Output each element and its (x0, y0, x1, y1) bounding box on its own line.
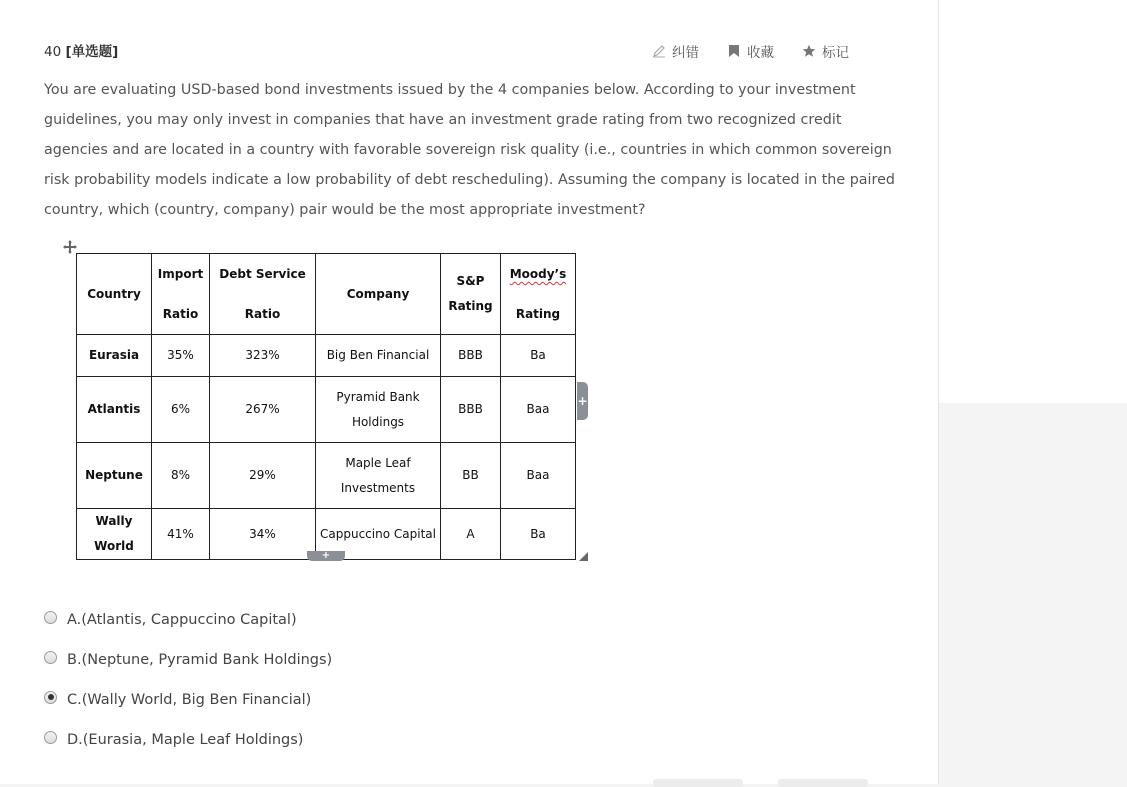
cell-sp-rating: BB (441, 443, 501, 509)
star-icon (802, 44, 816, 58)
question-actions (652, 41, 849, 61)
option-b-label: B.(Neptune, Pyramid Bank Holdings) (67, 652, 333, 668)
report-error-button[interactable] (652, 41, 699, 61)
radio-option-b[interactable] (44, 651, 57, 664)
cell-import-ratio: 6% (152, 377, 210, 443)
cell-country: Wally World (77, 509, 152, 560)
cell-country: Atlantis (77, 377, 152, 443)
cell-moodys-rating: Ba (501, 509, 576, 560)
table-header-row (77, 254, 576, 335)
option-c-label: C.(Wally World, Big Ben Financial) (67, 692, 312, 708)
cell-sp-rating: BBB (441, 377, 501, 443)
radio-option-a[interactable] (44, 611, 57, 624)
cell-company: Pyramid Bank Holdings (316, 377, 441, 443)
header-company: Company (316, 254, 441, 335)
radio-option-d[interactable] (44, 731, 57, 744)
pencil-icon (652, 44, 666, 58)
question-text: You are evaluating USD-based bond investments issued by the 4 companies below. According to your investment guidelines, you may only invest in companies that have an investment grade rating from two recognized credit agencies and are located in a country with favorable sovereign risk quality (i.e., countries in which common sovereign risk probability models indicate a low probability of debt rescheduling). Assuming the company is located in the paired country, which (country, company) pair would be the most appropriate investment? (44, 82, 895, 218)
question-type: [单选题] (65, 44, 119, 60)
cell-company: Maple Leaf Investments (316, 443, 441, 509)
option-a-label: A.(Atlantis, Cappuccino Capital) (67, 612, 297, 628)
table-resize-handle-icon[interactable] (579, 552, 588, 561)
cell-moodys-rating: Baa (501, 377, 576, 443)
cell-sp-rating: BBB (441, 335, 501, 377)
option-b[interactable] (44, 640, 332, 680)
header-sp-rating: S&P Rating (441, 254, 501, 335)
table-row (77, 377, 576, 443)
header-import-ratio: Import Ratio (152, 254, 210, 335)
cell-debt-service-ratio: 267% (210, 377, 316, 443)
next-button[interactable] (778, 779, 868, 787)
mark-label: 标记 (822, 45, 849, 61)
add-row-button[interactable]: + (307, 551, 345, 561)
header-debt-service-ratio: Debt Service Ratio (210, 254, 316, 335)
bookmark-icon (727, 44, 741, 58)
mark-button[interactable] (802, 41, 849, 61)
cell-sp-rating: A (441, 509, 501, 560)
cell-company: Big Ben Financial (316, 335, 441, 377)
option-c[interactable] (44, 680, 332, 720)
favorite-label: 收藏 (747, 45, 774, 61)
cell-debt-service-ratio: 323% (210, 335, 316, 377)
prev-button[interactable] (653, 779, 743, 787)
header-country: Country (77, 254, 152, 335)
cell-moodys-rating: Baa (501, 443, 576, 509)
answer-options (44, 600, 332, 760)
table-row (77, 335, 576, 377)
option-a[interactable] (44, 600, 332, 640)
right-panel-top (939, 0, 1127, 403)
radio-option-c[interactable] (44, 691, 57, 704)
report-error-label: 纠错 (672, 45, 699, 61)
cell-company: Cappuccino Capital (316, 509, 441, 560)
option-d[interactable] (44, 720, 332, 760)
company-data-table (76, 253, 576, 560)
table-row (77, 443, 576, 509)
header-moodys-rating: Moody’s Rating (501, 254, 576, 335)
cell-country: Neptune (77, 443, 152, 509)
cell-import-ratio: 41% (152, 509, 210, 560)
cell-import-ratio: 35% (152, 335, 210, 377)
favorite-button[interactable] (727, 41, 774, 61)
option-d-label: D.(Eurasia, Maple Leaf Holdings) (67, 732, 304, 748)
cell-moodys-rating: Ba (501, 335, 576, 377)
question-number: 40 (44, 44, 62, 60)
add-column-button[interactable]: + (577, 382, 588, 420)
cell-debt-service-ratio: 29% (210, 443, 316, 509)
cell-debt-service-ratio: 34% (210, 509, 316, 560)
cell-import-ratio: 8% (152, 443, 210, 509)
cell-country: Eurasia (77, 335, 152, 377)
question-header (44, 40, 118, 60)
